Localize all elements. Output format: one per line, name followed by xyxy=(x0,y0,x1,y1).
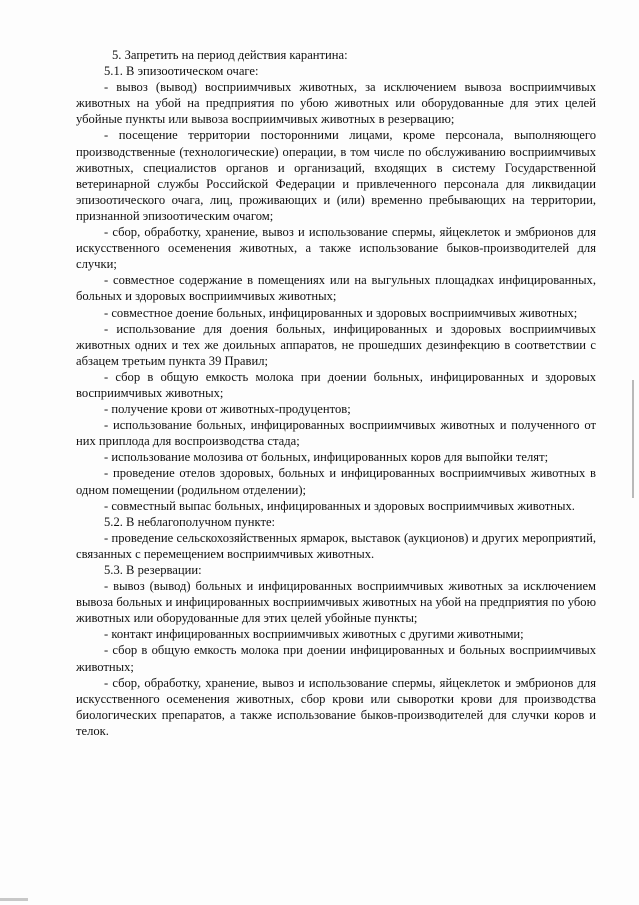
list-item: - вывоз (вывод) больных и инфицированных восприимчивых животных за исключением вывоза больных и инфицированных восприимчивых животных на убой на предприятия по убою животных или оборудованные для этих целей убойные пункты; xyxy=(76,579,596,626)
list-item: - использование больных, инфицированных восприимчивых животных и полученного от них приплода для воспроизводства стада; xyxy=(76,418,596,449)
list-item: - совместный выпас больных, инфицированных и здоровых восприимчивых животных. xyxy=(104,498,575,513)
section-heading: 5. Запретить на период действия карантина: xyxy=(112,48,348,62)
list-item: - вывоз (вывод) восприимчивых животных, за исключением вывоза восприимчивых животных на убой на предприятия по убою животных или оборудованные для этих целей убойные пункты или вывоза восприимчивых животных в резервацию; xyxy=(76,80,596,127)
subsection-heading: 5.3. В резервации: xyxy=(104,563,202,577)
list-item: - контакт инфицированных восприимчивых животных с другими животными; xyxy=(104,627,524,642)
document-body xyxy=(76,47,596,739)
list-item: - сбор, обработку, хранение, вывоз и использование спермы, яйцеклеток и эмбрионов для искусственного осеменения животных, а также использование быков-производителей для случки; xyxy=(76,225,596,272)
scan-corner-mark xyxy=(0,898,28,901)
list-item: - проведение отелов здоровых, больных и инфицированных восприимчивых животных в одном помещении (родильном отделении); xyxy=(76,466,596,497)
list-item: - получение крови от животных-продуцентов; xyxy=(104,402,351,417)
list-item: - совместное содержание в помещениях или на выгульных площадках инфицированных, больных и здоровых восприимчивых животных; xyxy=(76,273,596,304)
list-item: - посещение территории посторонними лицами, кроме персонала, выполняющего производственные (технологические) операции, в том числе по обслуживанию восприимчивых животных, специалистов органов и организаций, входящих в систему Государственной ветеринарной службы Российской Федерации и привлеченного персонала для ликвидации эпизоотического очага, лиц, проживающих и (или) временно пребывающих на территории, признанной эпизоотическим очагом; xyxy=(76,128,596,223)
subsection-heading: 5.1. В эпизоотическом очаге: xyxy=(104,64,259,79)
list-item: - сбор в общую емкость молока при доении инфицированных и больных восприимчивых животных; xyxy=(76,643,596,674)
list-item: - использование молозива от больных, инфицированных коров для выпойки телят; xyxy=(104,450,549,465)
list-item: - использование для доения больных, инфицированных и здоровых восприимчивых животных одних и тех же доильных аппаратов, не прошедших дезинфекцию в соответствии с абзацем третьим пункта 39 Правил; xyxy=(76,321,596,368)
list-item: - сбор в общую емкость молока при доении больных, инфицированных и здоровых восприимчивых животных; xyxy=(76,369,596,400)
list-item: - проведение сельскохозяйственных ярмарок, выставок (аукционов) и других мероприятий, связанных с перемещением восприимчивых животных. xyxy=(76,530,596,561)
list-item: - совместное доение больных, инфицированных и здоровых восприимчивых животных; xyxy=(104,305,578,320)
scan-edge-mark xyxy=(632,380,634,498)
subsection-heading: 5.2. В неблагополучном пункте: xyxy=(104,514,276,529)
list-item: - сбор, обработку, хранение, вывоз и использование спермы, яйцеклеток и эмбрионов для искусственного осеменения животных, сбор крови или сыворотки крови для производства биологических препаратов, а также использование быков-производителей для случки коров и телок. xyxy=(76,675,596,738)
